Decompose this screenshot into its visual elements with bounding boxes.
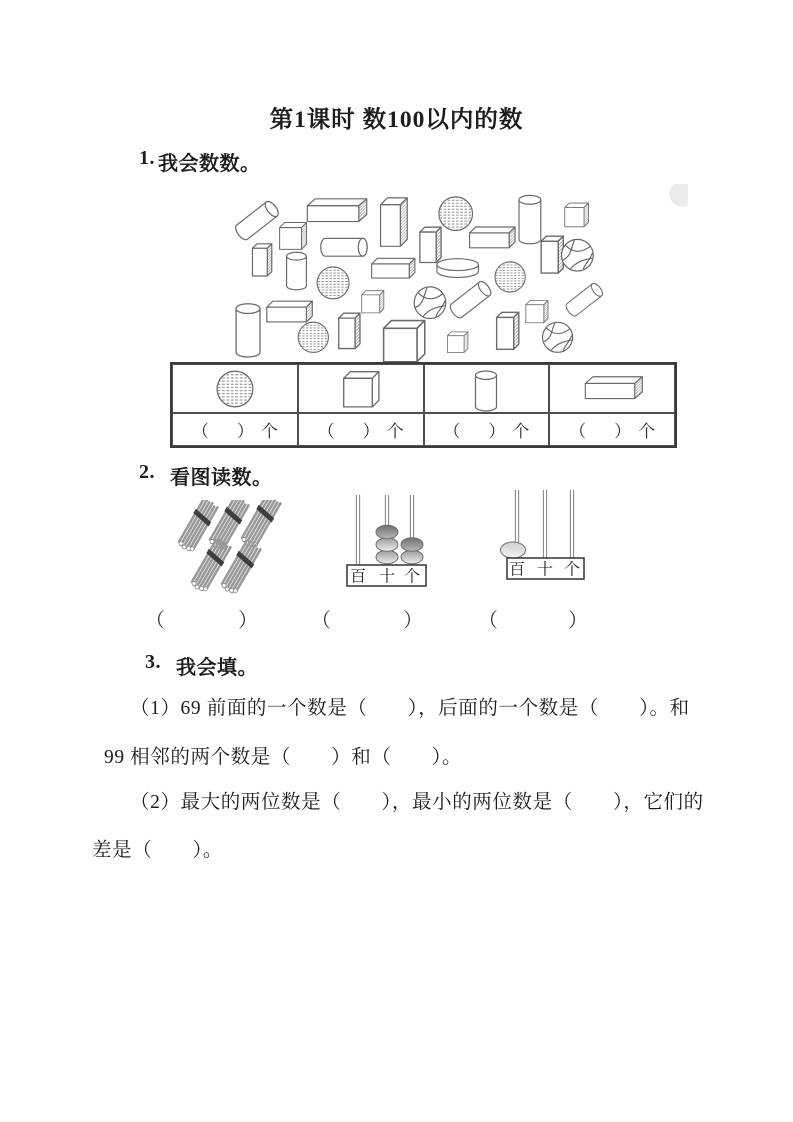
ball-shape	[562, 239, 594, 271]
capsule-shape	[564, 282, 604, 318]
cuboid-h-shape	[470, 227, 515, 248]
cuboid-h-shape	[372, 258, 415, 278]
stick-bundles-figure	[173, 500, 338, 602]
abacus-bead	[501, 542, 526, 558]
place-value-label: 百	[349, 568, 367, 586]
section-3-number: 3.	[145, 651, 161, 673]
abacus-bead	[401, 538, 423, 552]
fill-blank-line-2: 99 相邻的两个数是（ ）和（ ）。	[104, 747, 463, 768]
ball-shape	[543, 322, 573, 352]
sphere-icon	[200, 366, 270, 412]
fill-blank-line-3: （2）最大的两位数是（ ），最小的两位数是（ ），它们的	[130, 792, 704, 813]
capsule-shape	[448, 279, 493, 320]
sphere-shape	[298, 322, 328, 352]
section-2-heading	[139, 461, 273, 490]
section-1-number: 1.	[139, 147, 155, 169]
cube-shape	[362, 291, 384, 313]
cylinder-count-answer: （ ） 个	[424, 413, 550, 446]
section-3-heading	[145, 651, 258, 680]
abacus-bead	[376, 550, 398, 564]
cube-plain-shape	[384, 321, 425, 362]
abacus-bead	[376, 538, 398, 552]
cuboid-long-shape	[307, 199, 366, 222]
cuboid-icon	[567, 366, 657, 412]
cuboid-v-shape	[252, 244, 271, 276]
cube-icon	[326, 366, 396, 412]
read-number-answer-1: （ ）	[145, 610, 258, 632]
sphere-count-answer: （ ） 个	[172, 413, 298, 446]
place-value-label: 百	[508, 561, 526, 579]
cube-cell	[298, 364, 424, 413]
place-value-label: 十	[536, 561, 554, 579]
cylinder-tall-shape	[519, 195, 541, 243]
cuboid-v-shape	[420, 227, 441, 262]
shape-count-table	[170, 362, 677, 448]
place-value-label: 个	[403, 568, 421, 586]
cylinder-icon	[451, 366, 521, 412]
place-value-label: 十	[378, 568, 396, 586]
ball-shape	[414, 287, 446, 319]
abacus-bead	[376, 525, 398, 539]
scattered-shapes-figure	[172, 184, 688, 364]
cuboid-h-shape	[267, 301, 312, 322]
cube-shape	[447, 332, 468, 353]
cuboid-tall-shape	[381, 198, 408, 246]
disc-shape	[437, 259, 479, 278]
cube-shape	[526, 301, 548, 323]
sphere-shape	[439, 197, 473, 231]
cube-shape	[565, 203, 589, 227]
cylinder-v-shape	[287, 252, 307, 290]
cube-shape	[280, 223, 307, 250]
cylinder-cell	[424, 364, 550, 413]
section-1-label: 我会数数。	[158, 153, 261, 175]
cuboid-v-shape	[497, 312, 519, 349]
abacus-figure-32	[329, 492, 433, 592]
sphere-shape	[495, 262, 525, 292]
read-number-answer-2: （ ）	[311, 610, 423, 632]
cuboid-count-answer: （ ） 个	[549, 413, 675, 446]
cuboid-v-shape	[541, 236, 563, 273]
section-3-label: 我会填。	[176, 657, 258, 679]
cuboid-cell	[549, 364, 675, 413]
abacus-figure-100	[496, 490, 608, 592]
section-1-heading	[139, 147, 261, 176]
section-2-label: 看图读数。	[170, 467, 273, 489]
capsule-shape	[321, 238, 367, 256]
fill-blank-line-4: 差是（ ）。	[92, 840, 223, 861]
capsule-shape	[233, 199, 281, 242]
abacus-bead	[401, 550, 423, 564]
cube-count-answer: （ ） 个	[298, 413, 424, 446]
read-number-answer-3: （ ）	[478, 610, 588, 632]
scan-page-curl	[669, 184, 688, 207]
cylinder-tall-shape	[236, 304, 260, 357]
sphere-shape	[317, 267, 349, 299]
section-2-number: 2.	[139, 461, 155, 483]
place-value-label: 个	[563, 561, 581, 579]
cuboid-v-shape	[339, 313, 360, 348]
page-title: 第1课时 数100以内的数	[269, 107, 524, 133]
sphere-cell	[172, 364, 298, 413]
fill-blank-line-1: （1）69 前面的一个数是（ ），后面的一个数是（ ）。和	[130, 698, 690, 719]
